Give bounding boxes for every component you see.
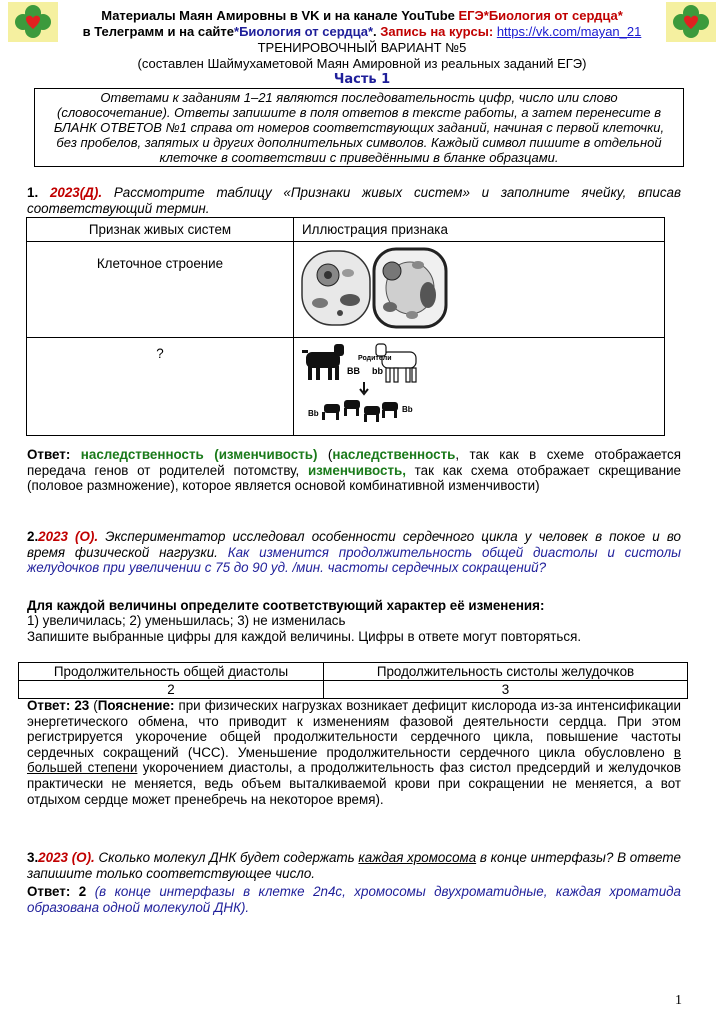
logo-heart-clover-right <box>666 2 716 42</box>
svg-text:BB: BB <box>347 366 360 376</box>
page-number: 1 <box>675 993 682 1008</box>
variant-title: ТРЕНИРОВОЧНЫЙ ВАРИАНТ №5 <box>257 40 467 55</box>
q1-row1-illustration <box>294 242 665 338</box>
q2-answer-table <box>18 662 688 699</box>
cells-illustration <box>300 245 450 333</box>
q1-col-header-trait: Признак живых систем <box>27 218 294 242</box>
question-2: 2.2023 (О). Экспериментатор исследовал особенности сердечного цикла у человек в покое и во время физической нагрузки. Как изменится продолжительность общей диастолы и систолы желудочков при увеличении с 75 до 90 уд. /мин. частоты сердечных сокращений? <box>27 529 681 576</box>
q2-val-diastole: 2 <box>19 681 324 699</box>
q1-row2-trait: ? <box>27 338 294 436</box>
header-line-1: Материалы Маян Амировны в VK и на канале YouTube ЕГЭ*Биология от сердца* <box>101 8 623 23</box>
q1-row2-illustration <box>294 338 665 436</box>
question-1: 1. 2023(Д). Рассмотрите таблицу «Признаки живых систем» и заполните ячейку, вписав соответствующий термин. <box>27 185 681 216</box>
clover-heart-icon <box>8 2 58 42</box>
clover-heart-icon <box>666 2 716 42</box>
courses-link[interactable]: https://vk.com/mayan_21 <box>496 24 642 39</box>
variant-subtitle: (составлен Шаймухаметовой Маян Амировной из реальных заданий ЕГЭ) <box>137 56 587 71</box>
part-title: Часть 1 <box>333 72 391 87</box>
instructions-box: Ответами к заданиям 1–21 являются последовательность цифр, число или слово (словосочетание). Ответы запишите в поля ответов в тексте работы, а затем перенесите в БЛАНК ОТВЕТОВ №1 справа от номеров соответствующих заданий, начиная с первой клеточки, без пробелов, запятых и других дополнительных символов. Каждый символ пишите в отдельной клеточке в соответствии с приведёнными в бланке образцами. <box>34 88 684 167</box>
svg-text:Родители: Родители <box>358 355 392 362</box>
q3-answer: Ответ: 2 (в конце интерфазы в клетке 2n4c, хромосомы двухроматидные, каждая хроматида образована одной молекулой ДНК). <box>27 884 681 915</box>
q1-table <box>26 217 665 436</box>
q1-answer: Ответ: наследственность (изменчивость) (наследственность, так как в схеме отображается передача генов от родителей потомству, изменчивость, так как схема отображает скрещивание (половое размножение), которое является основой комбинативной изменчивости) <box>27 447 681 494</box>
q2-options: 1) увеличилась; 2) уменьшилась; 3) не изменилась <box>27 613 346 628</box>
svg-text:Bb: Bb <box>308 409 319 418</box>
q2-val-systole: 3 <box>324 681 688 699</box>
q2-instruction: Для каждой величины определите соответствующий характер её изменения: <box>27 598 545 613</box>
q2-col-diastole: Продолжительность общей диастолы <box>19 663 324 681</box>
dog-inheritance-illustration <box>302 340 432 434</box>
logo-heart-clover-left <box>8 2 58 42</box>
svg-text:Bb: Bb <box>402 405 413 414</box>
header-line-2: в Телеграмм и на сайте*Биология от сердца*. Запись на курсы: https://vk.com/mayan_21 <box>82 24 642 39</box>
svg-text:bb: bb <box>372 366 383 376</box>
question-3: 3.2023 (О). Сколько молекул ДНК будет содержать каждая хромосома в конце интерфазы? В ответе запишите только соответствующее число. <box>27 850 681 881</box>
q1-col-header-illustration: Иллюстрация признака <box>294 218 665 242</box>
q2-answer: Ответ: 23 (Пояснение: при физических нагрузках возникает дефицит кислорода из-за интенсификации энергетического обмена, что приводит к изменениям фазовой деятельности сердца. При этом регистрируется укорочение общей продолжительности сердечного цикла, повышение частоты сердечных сокращений (ЧСС). Уменьшение продолжительности сердечного цикла обусловлено в большей степени укорочением диастолы, а продолжительность фаз систол предсердий и желудочков практически не меняется, ведь объем выталкиваемой крови при сокращении не меняется, а вот отдыхом сердце может пренебречь на некоторое время). <box>27 698 681 807</box>
q2-instruction-2: Запишите выбранные цифры для каждой величины. Цифры в ответе могут повторяться. <box>27 629 582 644</box>
q1-row1-trait: Клеточное строение <box>27 242 294 338</box>
q2-col-systole: Продолжительность систолы желудочков <box>324 663 688 681</box>
